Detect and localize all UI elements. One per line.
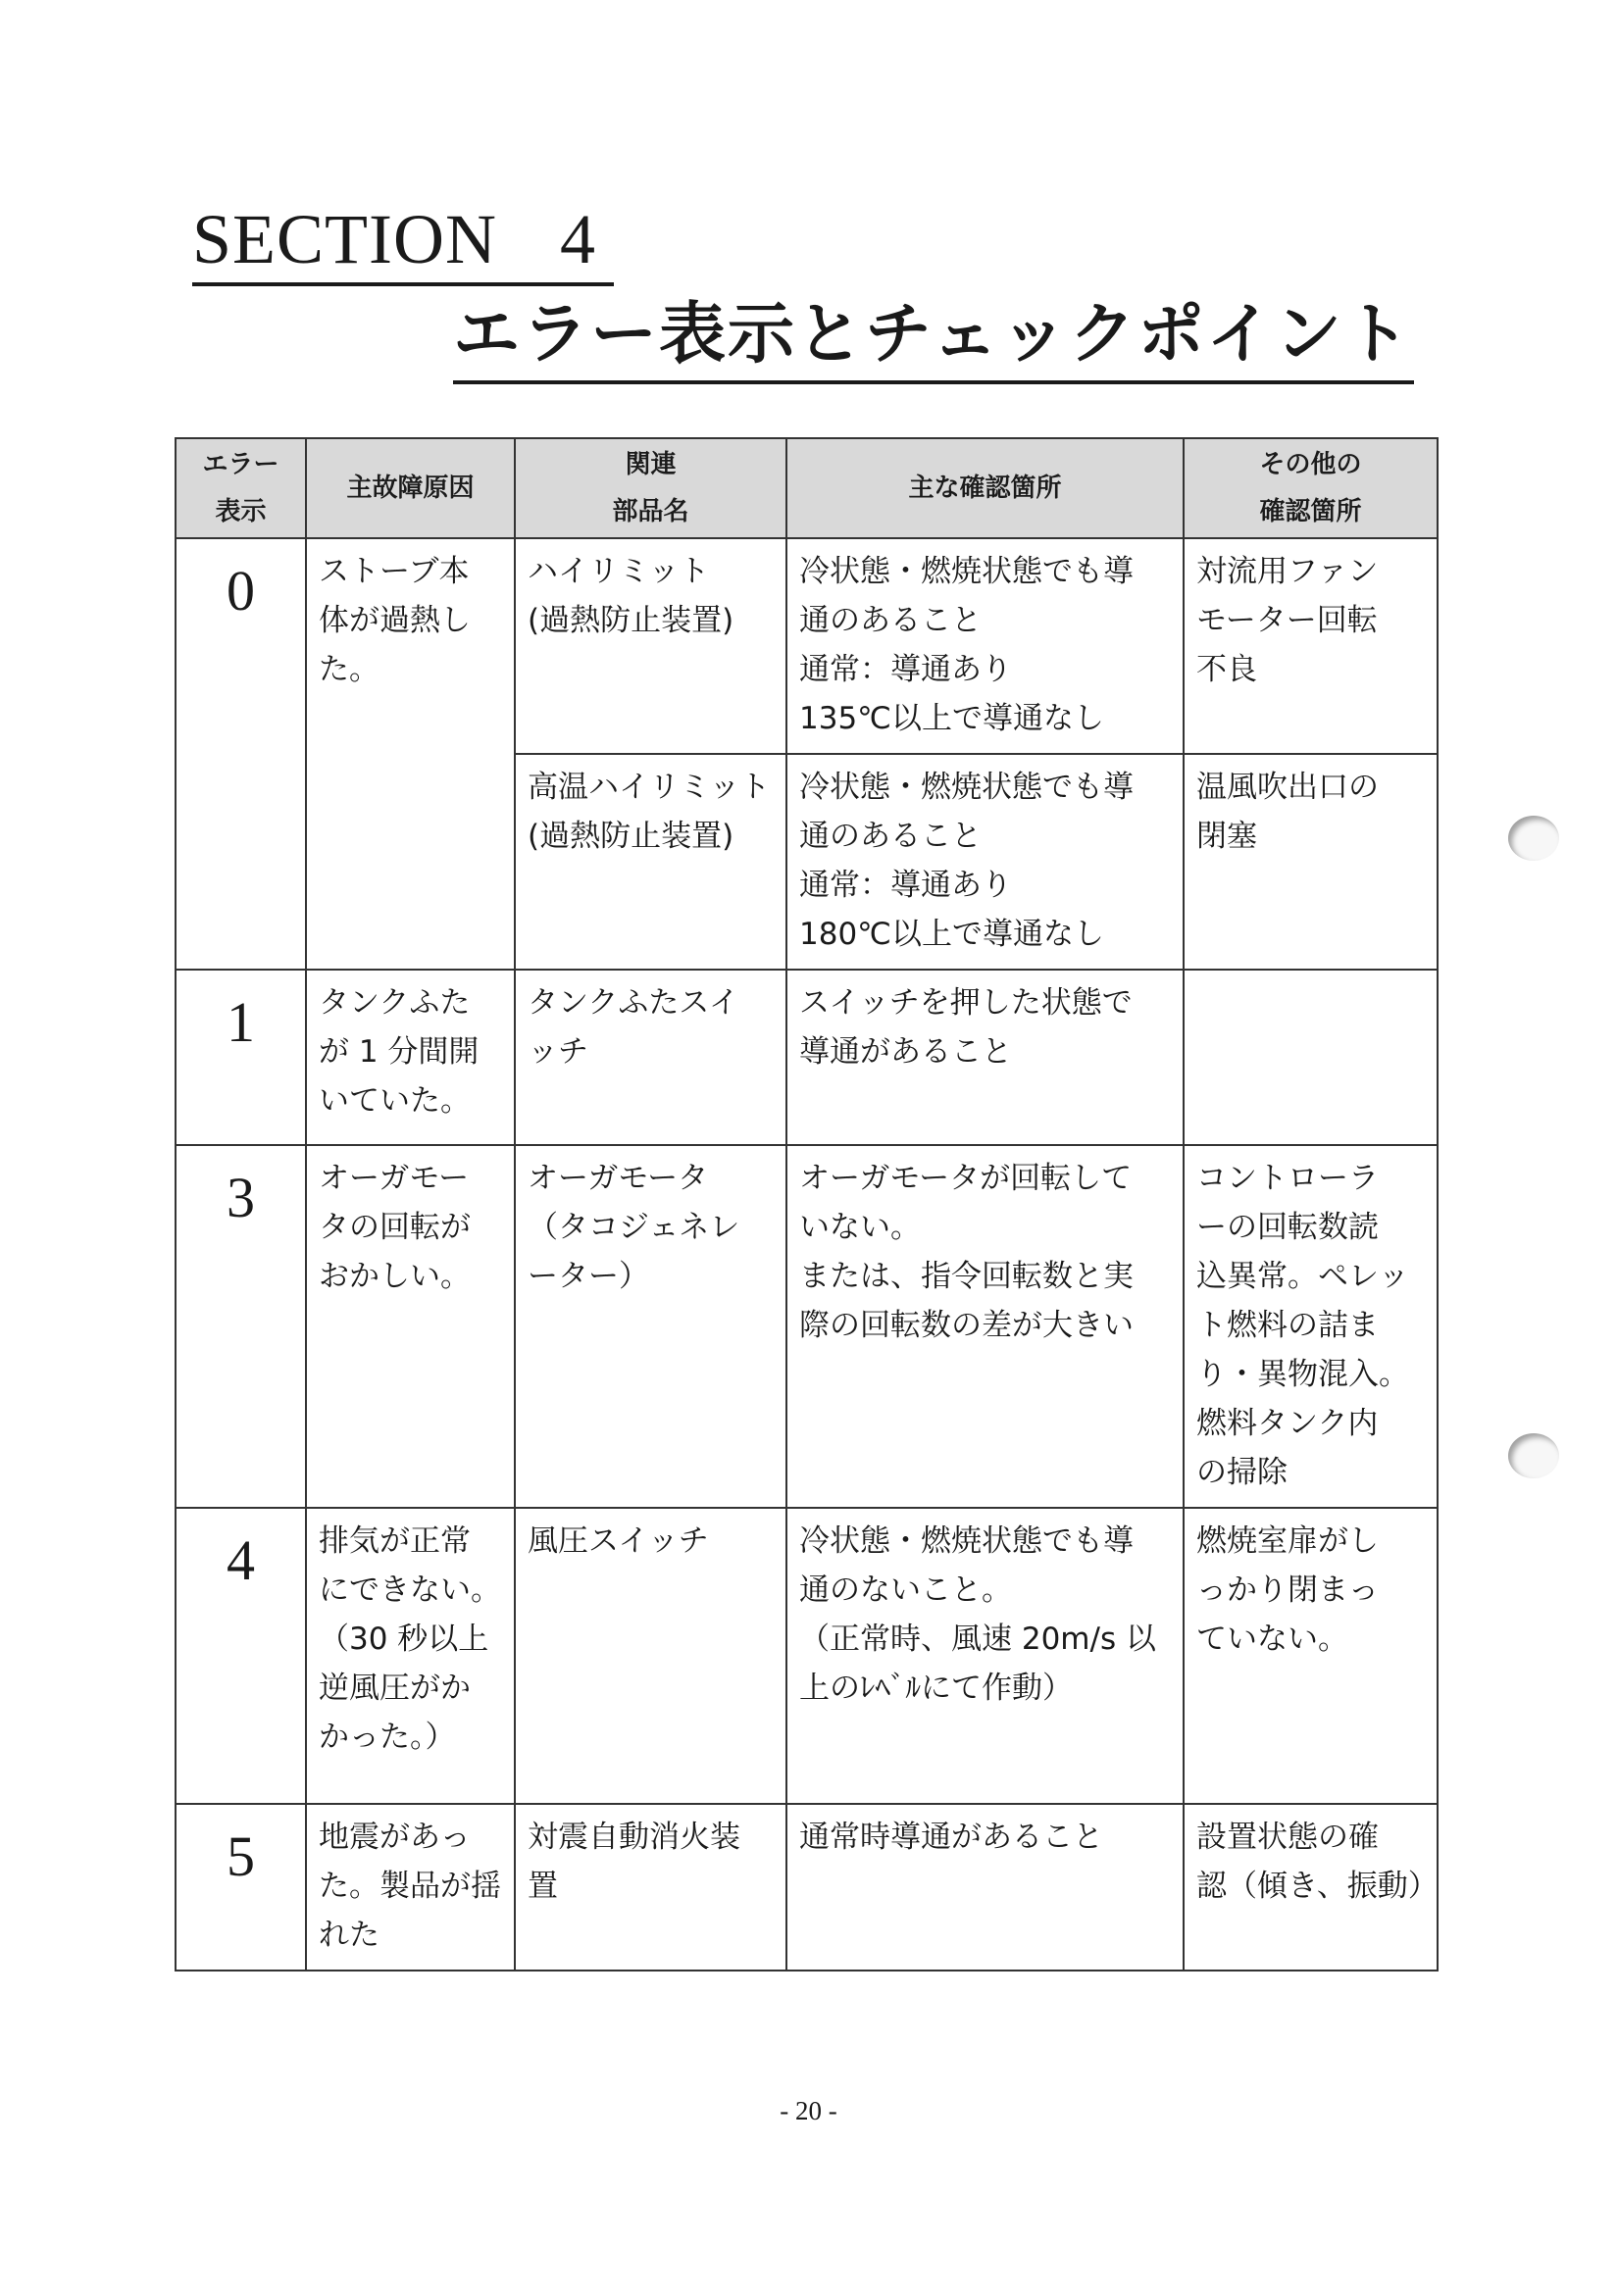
cause-cell: オーガモー タの回転が おかしい。 xyxy=(306,1145,515,1508)
check-cell: スイッチを押した状態で 導通があること xyxy=(786,970,1184,1145)
parts-cell: ハイリミット (過熱防止装置) xyxy=(515,538,786,754)
other-check-cell xyxy=(1184,970,1438,1145)
other-check-cell: コントローラ ーの回転数読 込異常。ペレッ ト燃料の詰ま り・異物混入。 燃料タンク内 の掃除 xyxy=(1184,1145,1438,1508)
page-heading: エラー表示とチェックポイント xyxy=(453,302,1414,384)
header-main-check: 主な確認箇所 xyxy=(786,438,1184,538)
parts-cell: 対震自動消火装 置 xyxy=(515,1804,786,1971)
cause-cell: 地震があっ た。製品が揺 れた xyxy=(306,1804,515,1971)
other-check-cell: 対流用ファン モーター回転 不良 xyxy=(1184,538,1438,754)
error-code-cell: 3 xyxy=(176,1145,306,1508)
check-cell: 通常時導通があること xyxy=(786,1804,1184,1971)
check-cell: 冷状態・燃焼状態でも導 通のないこと。 （正常時、風速 20m/s 以 上のﾚﾍﾞﾙにて作動） xyxy=(786,1508,1184,1804)
error-code-cell: 1 xyxy=(176,970,306,1145)
table-row xyxy=(176,1508,1438,1804)
header-other-check: その他の 確認箇所 xyxy=(1184,438,1438,538)
check-cell: 冷状態・燃焼状態でも導 通のあること 通常：導通あり 135℃以上で導通なし xyxy=(786,538,1184,754)
other-check-cell: 燃焼室扉がし っかり閉まっ ていない。 xyxy=(1184,1508,1438,1804)
section-label: SECTION xyxy=(192,200,497,278)
table-row xyxy=(176,1804,1438,1971)
cause-cell: ストーブ本 体が過熱し た。 xyxy=(306,538,515,970)
error-code-cell: 4 xyxy=(176,1508,306,1804)
parts-cell: 風圧スイッチ xyxy=(515,1508,786,1804)
parts-cell: タンクふたスイ ッチ xyxy=(515,970,786,1145)
table-row xyxy=(176,538,1438,754)
check-cell: オーガモータが回転して いない。 または、指令回転数と実 際の回転数の差が大きい xyxy=(786,1145,1184,1508)
error-code-cell: 0 xyxy=(176,538,306,970)
header-error-code: エラー 表示 xyxy=(176,438,306,538)
table-row xyxy=(176,970,1438,1145)
cause-cell: タンクふた が 1 分間開 いていた。 xyxy=(306,970,515,1145)
binder-hole xyxy=(1508,816,1559,861)
section-title xyxy=(192,200,614,286)
header-main-cause: 主故障原因 xyxy=(306,438,515,538)
other-check-cell: 設置状態の確 認（傾き、振動） xyxy=(1184,1804,1438,1971)
table-header-row xyxy=(176,438,1438,538)
header-related-parts: 関連 部品名 xyxy=(515,438,786,538)
parts-cell: 高温ハイリミット (過熱防止装置) xyxy=(515,754,786,970)
page-number: - 20 - xyxy=(780,2096,837,2125)
cause-cell: 排気が正常 にできない。 （30 秒以上 逆風圧がか かった。） xyxy=(306,1508,515,1804)
table-row xyxy=(176,1145,1438,1508)
other-check-cell: 温風吹出口の 閉塞 xyxy=(1184,754,1438,970)
error-code-cell: 5 xyxy=(176,1804,306,1971)
binder-hole xyxy=(1508,1433,1559,1478)
section-number: 4 xyxy=(560,200,596,278)
check-cell: 冷状態・燃焼状態でも導 通のあること 通常：導通あり 180℃以上で導通なし xyxy=(786,754,1184,970)
parts-cell: オーガモータ （タコジェネレ ーター） xyxy=(515,1145,786,1508)
error-table xyxy=(175,437,1439,1972)
